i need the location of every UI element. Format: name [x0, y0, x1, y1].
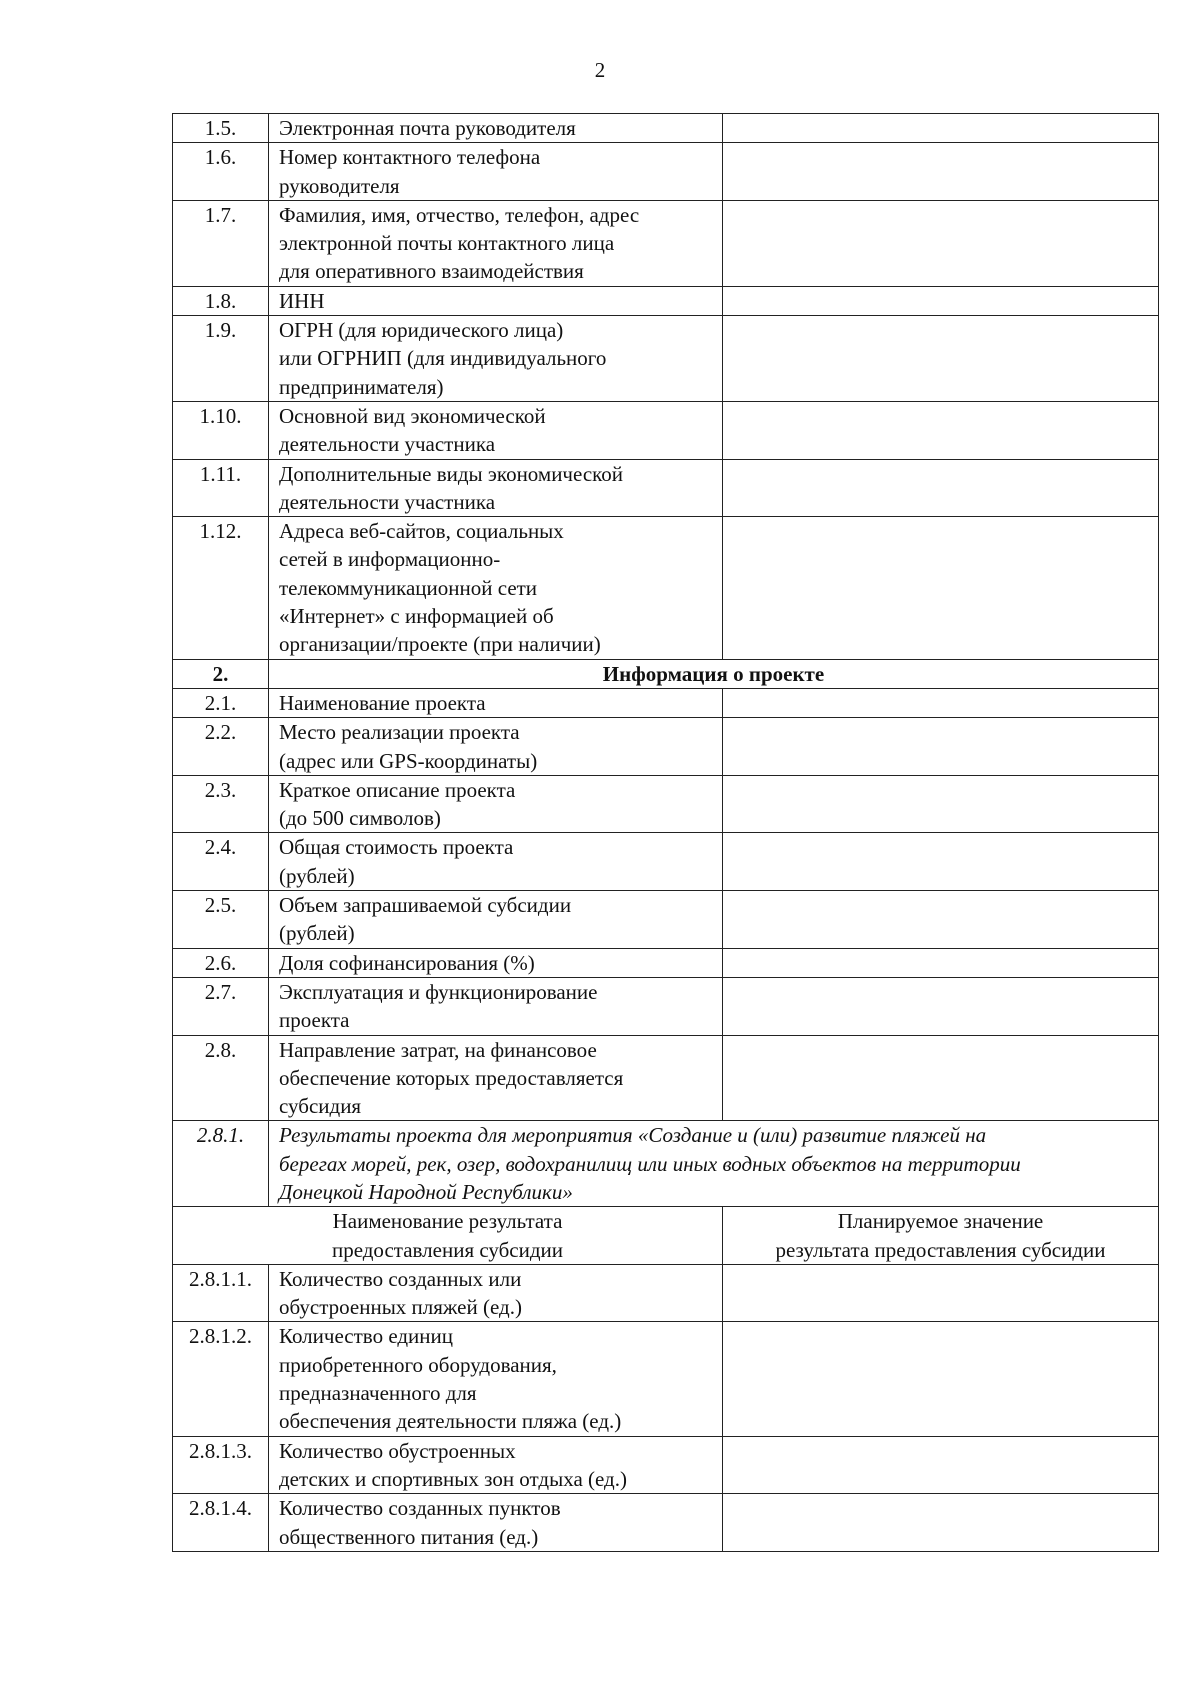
row-number: 2.8.1.1.: [173, 1264, 269, 1322]
text-line: Направление затрат, на финансовое: [279, 1037, 597, 1062]
value-cell[interactable]: [723, 977, 1159, 1035]
text-line: Эксплуатация и функционирование: [279, 979, 598, 1004]
table-row: [173, 1436, 1159, 1494]
text-line: Результаты проекта для мероприятия «Создание и (или) развитие пляжей на: [279, 1123, 987, 1148]
value-cell[interactable]: [723, 200, 1159, 286]
value-cell[interactable]: [723, 286, 1159, 315]
value-cell[interactable]: [723, 459, 1159, 517]
row-label: [269, 891, 723, 949]
row-number: 2.8.: [173, 1035, 269, 1121]
row-number: 1.12.: [173, 517, 269, 659]
row-number: 2.1.: [173, 688, 269, 717]
value-cell[interactable]: [723, 833, 1159, 891]
row-number: 2.8.1.2.: [173, 1322, 269, 1436]
text-line: общественного питания (ед.): [279, 1524, 539, 1549]
text-line: Количество обустроенных: [279, 1438, 516, 1463]
text-line: Доля софинансирования (%): [279, 950, 535, 975]
text-line: (рублей): [279, 863, 355, 888]
section-header-row: [173, 659, 1159, 688]
value-cell[interactable]: [723, 517, 1159, 659]
row-label: [269, 517, 723, 659]
text-line: предпринимателя): [279, 374, 444, 399]
table-row: [173, 1264, 1159, 1322]
row-number: 2.5.: [173, 891, 269, 949]
table-row: [173, 200, 1159, 286]
row-label: [269, 143, 723, 201]
row-label: [269, 688, 723, 717]
value-cell[interactable]: [723, 688, 1159, 717]
table-row: [173, 517, 1159, 659]
text-line: обеспечение которых предоставляется: [279, 1065, 624, 1090]
value-cell[interactable]: [723, 1494, 1159, 1552]
result-name-header: [173, 1207, 723, 1265]
row-number: 1.10.: [173, 401, 269, 459]
table-row: [173, 114, 1159, 143]
table-row: [173, 143, 1159, 201]
table-row: [173, 1322, 1159, 1436]
row-number: 2.7.: [173, 977, 269, 1035]
text-line: Краткое описание проекта: [279, 777, 516, 802]
form-table-body: [173, 114, 1159, 1552]
value-cell[interactable]: [723, 1264, 1159, 1322]
row-label: [269, 459, 723, 517]
table-row: [173, 891, 1159, 949]
row-label: [269, 833, 723, 891]
value-cell[interactable]: [723, 775, 1159, 833]
section-number: 2.: [173, 659, 269, 688]
text-line: деятельности участника: [279, 432, 496, 457]
row-number: 1.9.: [173, 316, 269, 402]
text-line: ИНН: [279, 288, 325, 313]
text-line: обустроенных пляжей (ед.): [279, 1295, 522, 1320]
text-line: детских и спортивных зон отдыха (ед.): [279, 1466, 627, 1491]
text-line: приобретенного оборудования,: [279, 1352, 557, 1377]
table-row: [173, 948, 1159, 977]
measure-row: [173, 1121, 1159, 1207]
text-line: берегах морей, рек, озер, водохранилищ или иных водных объектов на территории: [279, 1151, 1021, 1176]
text-line: Наименование проекта: [279, 690, 486, 715]
text-line: проекта: [279, 1008, 350, 1033]
row-label: [269, 977, 723, 1035]
row-label: [269, 775, 723, 833]
table-row: [173, 977, 1159, 1035]
row-number: 1.11.: [173, 459, 269, 517]
text-line: предоставления субсидии: [331, 1237, 564, 1262]
value-cell[interactable]: [723, 718, 1159, 776]
text-line: «Интернет» с информацией об: [279, 604, 554, 629]
row-label: [269, 1264, 723, 1322]
row-number: 2.4.: [173, 833, 269, 891]
results-header-row: [173, 1207, 1159, 1265]
table-row: [173, 459, 1159, 517]
row-number: 2.8.1.: [173, 1121, 269, 1207]
table-row: [173, 688, 1159, 717]
value-cell[interactable]: [723, 1436, 1159, 1494]
measure-description: [269, 1121, 1159, 1207]
table-row: [173, 316, 1159, 402]
row-label: [269, 718, 723, 776]
text-line: Электронная почта руководителя: [279, 116, 576, 140]
row-label: [269, 1436, 723, 1494]
row-number: 2.2.: [173, 718, 269, 776]
text-line: организации/проекте (при наличии): [279, 632, 601, 657]
text-line: сетей в информационно-: [279, 547, 501, 572]
table-row: [173, 833, 1159, 891]
row-label: [269, 200, 723, 286]
row-number: 1.7.: [173, 200, 269, 286]
row-label: [269, 401, 723, 459]
text-line: Планируемое значение: [837, 1209, 1044, 1234]
value-cell[interactable]: [723, 143, 1159, 201]
row-label: [269, 948, 723, 977]
value-cell[interactable]: [723, 891, 1159, 949]
value-cell[interactable]: [723, 1322, 1159, 1436]
text-line: Фамилия, имя, отчество, телефон, адрес: [279, 202, 640, 227]
planned-value-header: [723, 1207, 1159, 1265]
text-line: телекоммуникационной сети: [279, 575, 538, 600]
text-line: Адреса веб-сайтов, социальных: [279, 519, 564, 544]
value-cell[interactable]: [723, 1035, 1159, 1121]
text-line: Основной вид экономической: [279, 403, 546, 428]
value-cell[interactable]: [723, 948, 1159, 977]
row-number: 2.8.1.4.: [173, 1494, 269, 1552]
table-row: [173, 286, 1159, 315]
application-form-table: [172, 113, 1159, 1552]
text-line: Количество единиц: [279, 1324, 454, 1349]
row-number: 2.3.: [173, 775, 269, 833]
text-line: Количество созданных или: [279, 1266, 522, 1291]
row-number: 1.5.: [173, 114, 269, 143]
table-row: [173, 1035, 1159, 1121]
row-number: 1.8.: [173, 286, 269, 315]
text-line: Донецкой Народной Республики»: [279, 1179, 573, 1204]
row-label: [269, 1322, 723, 1436]
row-label: [269, 114, 723, 143]
text-line: Дополнительные виды экономической: [279, 461, 624, 486]
table-row: [173, 1494, 1159, 1552]
row-number: 1.6.: [173, 143, 269, 201]
text-line: Общая стоимость проекта: [279, 835, 514, 860]
text-line: субсидия: [279, 1094, 362, 1119]
text-line: Номер контактного телефона: [279, 145, 541, 170]
text-line: Место реализации проекта: [279, 720, 520, 745]
value-cell[interactable]: [723, 401, 1159, 459]
text-line: результата предоставления субсидии: [775, 1237, 1106, 1262]
row-label: [269, 316, 723, 402]
text-line: Наименование результата: [332, 1209, 563, 1234]
row-label: [269, 1494, 723, 1552]
table-row: [173, 401, 1159, 459]
text-line: (до 500 символов): [279, 806, 441, 831]
text-line: ОГРН (для юридического лица): [279, 318, 564, 343]
table-row: [173, 718, 1159, 776]
text-line: предназначенного для: [279, 1381, 477, 1406]
text-line: (адрес или GPS-координаты): [279, 748, 538, 773]
row-number: 2.6.: [173, 948, 269, 977]
text-line: руководителя: [279, 173, 400, 198]
text-line: (рублей): [279, 921, 355, 946]
table-row: [173, 775, 1159, 833]
text-line: обеспечения деятельности пляжа (ед.): [279, 1409, 622, 1434]
value-cell[interactable]: [723, 114, 1159, 143]
page-number: 2: [594, 58, 606, 82]
value-cell[interactable]: [723, 316, 1159, 402]
row-label: [269, 286, 723, 315]
text-line: для оперативного взаимодействия: [279, 259, 584, 284]
text-line: Объем запрашиваемой субсидии: [279, 893, 572, 918]
text-line: электронной почты контактного лица: [279, 231, 615, 256]
text-line: Количество созданных пунктов: [279, 1496, 561, 1521]
row-label: [269, 1035, 723, 1121]
text-line: или ОГРНИП (для индивидуального: [279, 346, 607, 371]
section-title: Информация о проекте: [269, 659, 1159, 688]
row-number: 2.8.1.3.: [173, 1436, 269, 1494]
text-line: деятельности участника: [279, 489, 496, 514]
